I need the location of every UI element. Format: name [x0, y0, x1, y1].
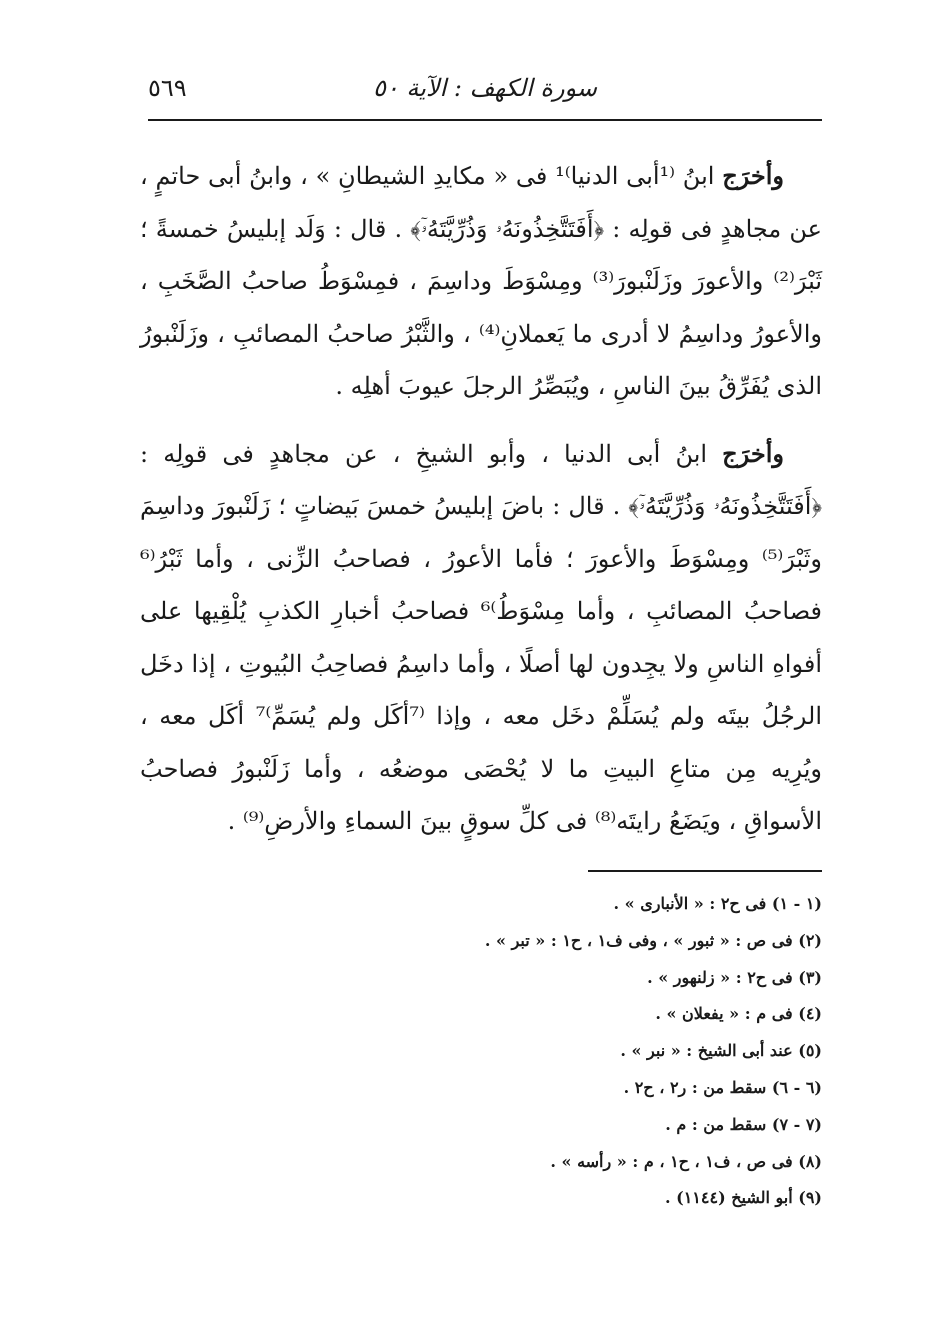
- footnote-divider: [588, 870, 822, 872]
- footnote: (١ - ١) فى ح٢ : « الأنبارى » .: [613, 894, 822, 913]
- footnote: (٤) فى م : « يفعلان » .: [655, 1004, 822, 1024]
- footnotes: [300, 886, 822, 1217]
- paragraph: [140, 150, 822, 413]
- footnote: (٣) فى ح٢ : « زلنهور » .: [647, 967, 822, 987]
- footnote: (٧ - ٧) سقط من : م .: [665, 1114, 822, 1134]
- page-number: ٥٦٩: [148, 74, 187, 102]
- paragraph-text: ابنُ ⁽¹أبى الدنيا⁾¹ فى « مكايدِ الشيطانِ » ، وابنُ أبى حاتمٍ ، عن مجاهدٍ فى قولِه : ﴿أَفَتَتَّخِذُونَهُۥ وَذُرِّيَّتَهُۥٓ﴾ . قال : وَلَد إبليسُ خمسةً ؛ ثَبْرَ⁽²⁾ والأعورَ وزَلَنْبورَ⁽³⁾ ومِسْوَطَ وداسِمَ ، فمِسْوَطُ صاحبُ الصَّخَبِ ، والأعورُ وداسِمُ لا أدرى ما يَعملانِ⁽⁴⁾ ، والثَّبْرُ صاحبُ المصائبِ ، وزَلَنْبورُ الذى يُفَرِّقُ بينَ الناسِ ، ويُبَصِّرُ الرجلَ عيوبَ أهلِه .: [140, 162, 823, 400]
- paragraph: [140, 428, 822, 848]
- footnote: (٦ - ٦) سقط من : ر٢ ، ح٢ .: [623, 1077, 822, 1097]
- footnote: (٩) أبو الشيخ (١١٤٤) .: [664, 1188, 822, 1208]
- paragraph-lead-word: وأخرَج: [722, 438, 784, 468]
- footnote: (٥) عند أبى الشيخ : « نبر » .: [620, 1041, 822, 1061]
- paragraph-text: ابنُ أبى الدنيا ، وأبو الشيخِ ، عن مجاهدٍ فى قولِه : ﴿أَفَتَتَّخِذُونَهُۥ وَذُرِّيَّتَهُۥٓ﴾ . قال : باضَ إبليسُ خمسَ بَيضاتٍ ؛ زَلَنْبورَ وداسِمَ وثَبْرَ⁽⁵⁾ ومِسْوَطَ والأعورَ ؛ فأما الأعورُ ، فصاحبُ الزِّنى ، وأما ثَبْرُ⁽⁶ فصاحبُ المصائبِ ، وأما مِسْوَطُ⁾⁶ فصاحبُ أخبارِ الكذبِ يُلْقِيها على أفواهِ الناسِ ولا يجِدون لها أصلًا ، وأما داسِمُ فصاحِبُ البُيوتِ ، إذا دخَل الرجُلُ بيتَه ولم يُسَلِّمْ دخَل معه ، وإذا ⁽⁷أكَل ولم يُسَمِّ⁾⁷ أكَل معه ، ويُرِيه مِن متاعِ البيتِ ما لا يُحْصَى موضعُه ، وأما زَلَنْبورُ فصاحبُ الأسواقِ ، ويَضَعُ رايتَه⁽⁸⁾ فى كلِّ سوقٍ بينَ السماءِ والأرضِ⁽⁹⁾ .: [140, 439, 823, 835]
- footnote: (٢) فى ص : « ثبور » ، وفى ف١ ، ح١ : « تبر » .: [484, 930, 822, 950]
- footnote: (٨) فى ص ، ف١ ، ح١ ، م : « رأسه » .: [550, 1151, 822, 1171]
- paragraph-lead-word: وأخرَج: [722, 161, 785, 190]
- running-title: سورة الكهف : الآية ٥٠: [372, 74, 598, 102]
- page-header: [148, 72, 822, 112]
- main-text: [140, 150, 822, 863]
- header-divider: [148, 119, 822, 121]
